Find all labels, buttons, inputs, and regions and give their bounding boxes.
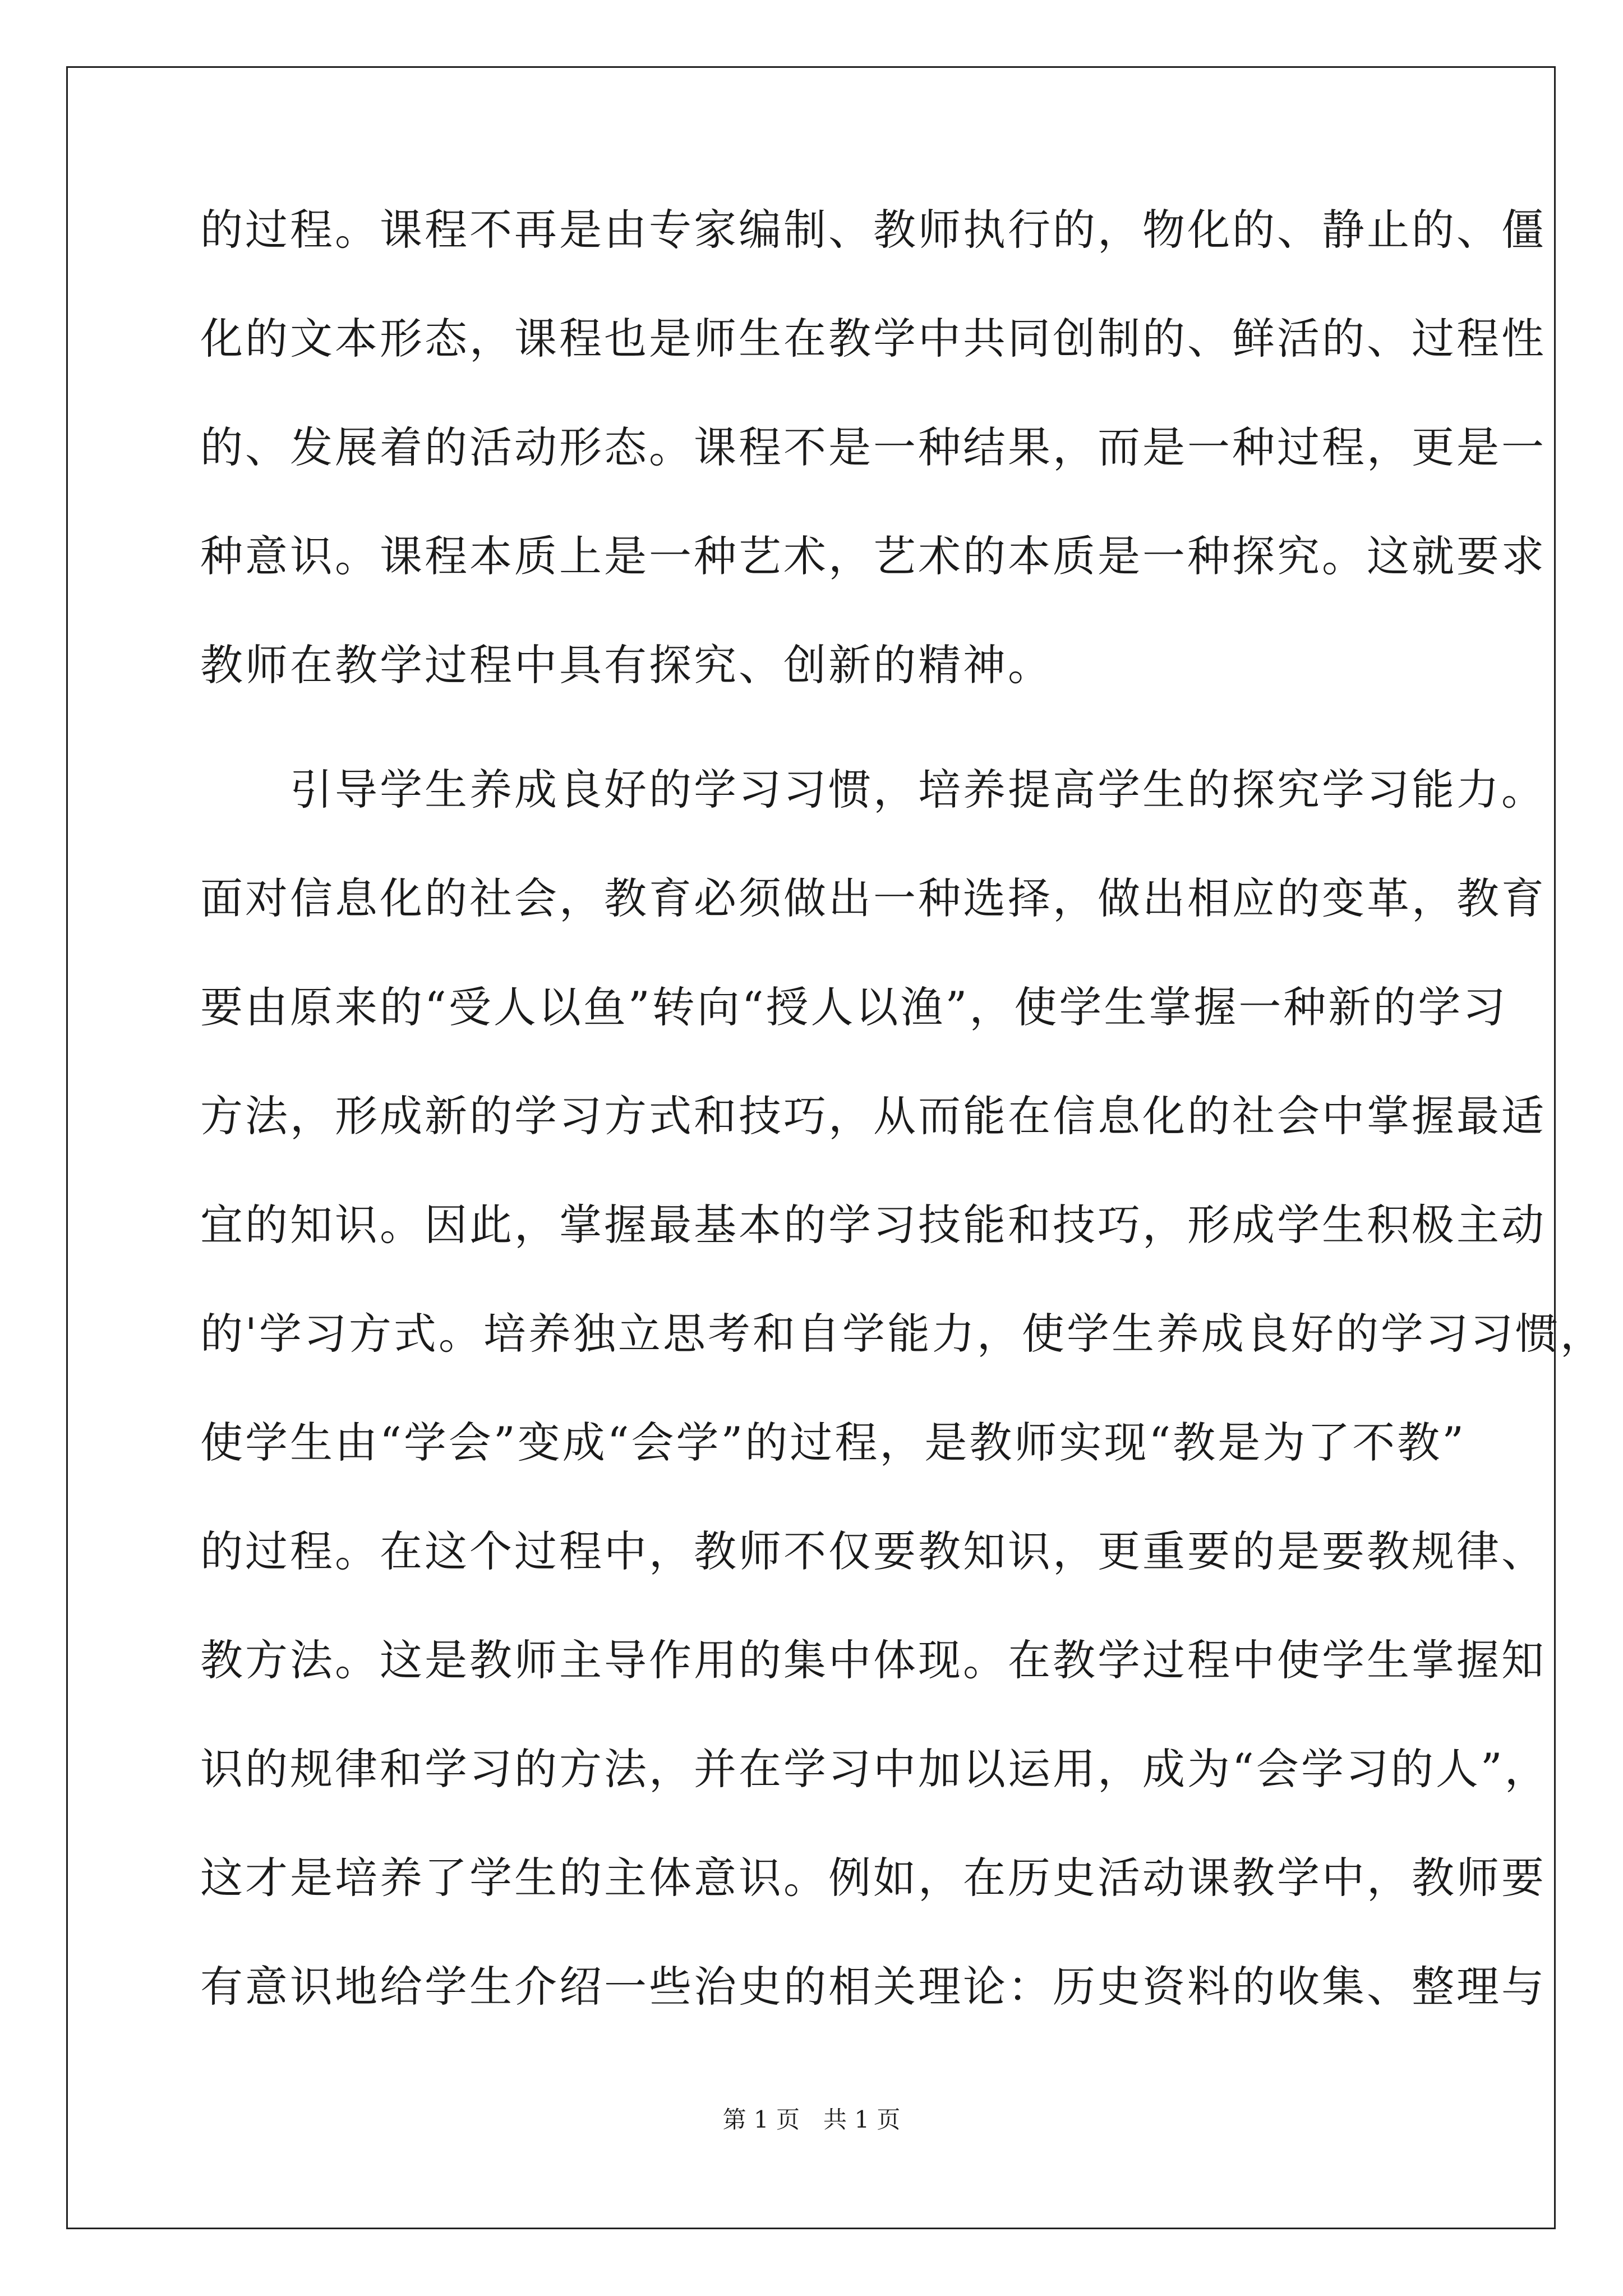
text-line: 教师在教学过程中具有探究、创新的精神。 (200, 640, 1053, 690)
text-line: 面对信息化的社会，教育必须做出一种选择，做出相应的变革，教育 (200, 873, 1546, 923)
text-line: 引导学生养成良好的学习习惯，培养提高学生的探究学习能力。 (200, 765, 1546, 815)
text-line: 要由原来的“受人以鱼”转向“授人以渔”，使学生掌握一种新的学习 (200, 982, 1508, 1032)
text-line: 有意识地给学生介绍一些治史的相关理论：历史资料的收集、整理与 (200, 1962, 1546, 2012)
text-line: 宜的知识。因此，掌握最基本的学习技能和技巧，形成学生积极主动 (200, 1200, 1546, 1250)
text-line: 教方法。这是教师主导作用的集中体现。在教学过程中使学生掌握知 (200, 1635, 1546, 1685)
page-footer: 第 1 页 共 1 页 (722, 2106, 901, 2133)
text-line: 的'学习方式。培养独立思考和自学能力，使学生养成良好的学习习惯， (200, 1309, 1605, 1359)
text-line: 化的文本形态，课程也是师生在教学中共同创制的、鲜活的、过程性 (200, 314, 1546, 364)
text-line: 方法，形成新的学习方式和技巧，从而能在信息化的社会中掌握最适 (200, 1091, 1546, 1141)
text-line: 使学生由“学会”变成“会学”的过程，是教师实现“教是为了不教” (200, 1418, 1467, 1467)
text-line: 的过程。在这个过程中，教师不仅要教知识，更重要的是要教规律、 (200, 1526, 1546, 1576)
text-line: 种意识。课程本质上是一种艺术，艺术的本质是一种探究。这就要求 (200, 531, 1546, 581)
text-line: 的过程。课程不再是由专家编制、教师执行的，物化的、静止的、僵 (200, 205, 1546, 255)
document-body (200, 205, 1605, 2074)
text-line: 的、发展着的活动形态。课程不是一种结果，而是一种过程，更是一 (200, 422, 1546, 472)
text-line: 这才是培养了学生的主体意识。例如，在历史活动课教学中，教师要 (200, 1853, 1546, 1903)
text-line: 识的规律和学习的方法，并在学习中加以运用，成为“会学习的人”， (200, 1744, 1550, 1794)
